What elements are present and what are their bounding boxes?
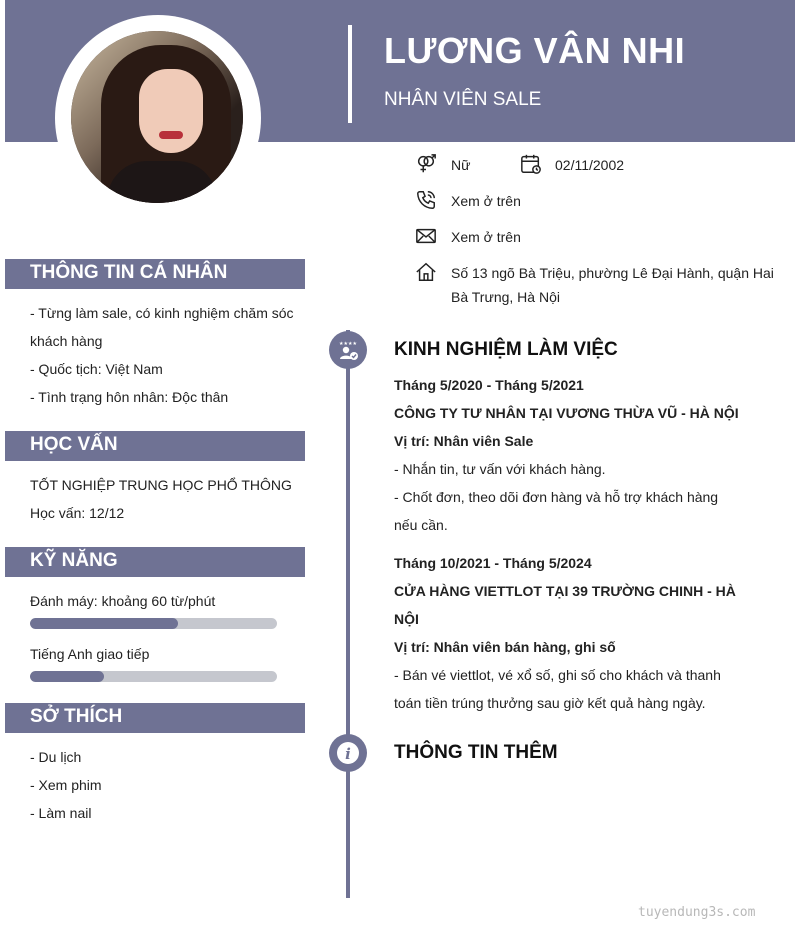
home-icon: [415, 261, 437, 283]
email-icon: [415, 225, 437, 247]
experience-dot: [329, 331, 367, 369]
education-heading-bar: [5, 431, 305, 461]
skill-progress-bar: [30, 618, 277, 629]
svg-text:★★★★: ★★★★: [339, 341, 357, 347]
job-position: Vị trí: Nhân viên bán hàng, ghi số: [394, 639, 616, 655]
job-desc: - Chốt đơn, theo dõi đơn hàng và hỗ trợ khách hàng: [394, 489, 719, 505]
info-dot: [329, 734, 367, 772]
job-desc: - Nhắn tin, tư vấn với khách hàng.: [394, 461, 606, 477]
job-desc: toán tiền trúng thưởng sau giờ kết quả hàng ngày.: [394, 695, 706, 711]
address-line-1: Số 13 ngõ Bà Triệu, phường Lê Đại Hành, quận Hai: [451, 265, 774, 281]
header-divider: [348, 25, 352, 123]
info-icon: [336, 741, 360, 765]
job-title: NHÂN VIÊN SALE: [384, 89, 542, 110]
job-desc: nếu cần.: [394, 517, 448, 533]
timeline-line: [346, 330, 350, 898]
team-star-icon: [336, 338, 360, 362]
job-company: NỘI: [394, 611, 419, 627]
dob-value: 02/11/2002: [555, 157, 625, 173]
personal-info-heading-bar: [5, 259, 305, 289]
job-desc: - Bán vé viettlot, vé xổ số, ghi số cho khách và thanh: [394, 667, 721, 683]
hobby-item: - Làm nail: [30, 805, 92, 821]
phone-value: Xem ở trên: [451, 193, 521, 209]
personal-info-heading: THÔNG TIN CÁ NHÂN: [30, 262, 228, 283]
job-period: Tháng 5/2020 - Tháng 5/2021: [394, 377, 584, 393]
skills-heading: KỸ NĂNG: [30, 550, 118, 571]
skill-progress-fill: [30, 618, 178, 629]
job-position: Vị trí: Nhân viên Sale: [394, 433, 534, 449]
svg-text:i: i: [345, 745, 351, 763]
hobby-item: - Xem phim: [30, 777, 102, 793]
additional-info-heading: THÔNG TIN THÊM: [394, 742, 558, 763]
job-company: CÔNG TY TƯ NHÂN TẠI VƯƠNG THỪA VŨ - HÀ NỘI: [394, 405, 739, 421]
hobbies-heading: SỞ THÍCH: [30, 706, 123, 727]
skills-heading-bar: [5, 547, 305, 577]
hobbies-heading-bar: [5, 703, 305, 733]
personal-line-1: - Từng làm sale, có kinh nghiệm chăm sóc: [30, 305, 294, 321]
personal-line-2: khách hàng: [30, 333, 103, 349]
job-period: Tháng 10/2021 - Tháng 5/2024: [394, 555, 592, 571]
skill-progress-fill: [30, 671, 104, 682]
email-value: Xem ở trên: [451, 229, 521, 245]
hobby-item: - Du lịch: [30, 749, 82, 765]
nationality: - Quốc tịch: Việt Nam: [30, 361, 163, 377]
experience-heading: KINH NGHIỆM LÀM VIỆC: [394, 339, 618, 360]
skill-progress-bar: [30, 671, 277, 682]
gender-value: Nữ: [451, 157, 471, 173]
gender-icon: [415, 153, 437, 175]
calendar-icon: [520, 153, 542, 175]
address-line-2: Bà Trưng, Hà Nội: [451, 289, 560, 305]
skill-label: Đánh máy: khoảng 60 từ/phút: [30, 593, 216, 609]
skill-label: Tiếng Anh giao tiếp: [30, 646, 150, 662]
phone-icon: [415, 189, 437, 211]
avatar: [71, 31, 243, 203]
job-company: CỬA HÀNG VIETTLOT TẠI 39 TRƯỜNG CHINH - HÀ: [394, 583, 736, 599]
marital-status: - Tình trạng hôn nhân: Độc thân: [30, 389, 229, 405]
education-school: TỐT NGHIỆP TRUNG HỌC PHỔ THÔNG: [30, 477, 292, 493]
education-heading: HỌC VẤN: [30, 434, 118, 455]
candidate-name: LƯƠNG VÂN NHI: [384, 30, 686, 71]
education-level: Học vấn: 12/12: [30, 505, 125, 521]
watermark: tuyendung3s.com: [638, 905, 756, 920]
